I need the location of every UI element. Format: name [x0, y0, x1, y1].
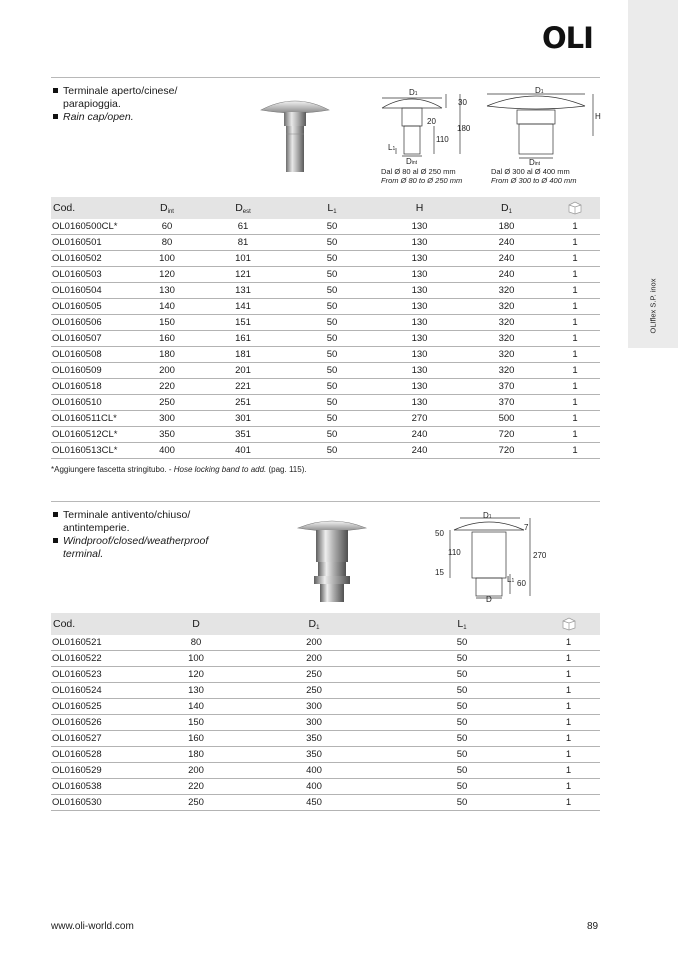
- package-icon: [567, 201, 583, 215]
- section1-text-en: Rain cap/open.: [63, 111, 134, 123]
- section1-bullet-en: [53, 111, 193, 124]
- table-cell: 401: [198, 443, 288, 459]
- table-cell: 720: [463, 427, 550, 443]
- table-cell: 120: [151, 667, 241, 683]
- table-row: [51, 395, 600, 411]
- table-cell: 720: [463, 443, 550, 459]
- bullet-square-icon: [53, 538, 58, 543]
- header-l1: $L_1$: [387, 613, 537, 635]
- table-cell: 50: [288, 347, 376, 363]
- table-row: [51, 283, 600, 299]
- section2-text-it: Terminale antivento/chiuso/ antintemperie.: [63, 509, 191, 534]
- table-cell: 50: [288, 443, 376, 459]
- table-cell: 250: [136, 395, 198, 411]
- table-cell: 320: [463, 315, 550, 331]
- table-cell: 1: [550, 411, 600, 427]
- product-code-cell: OL0160526: [51, 715, 151, 731]
- table-row: [51, 699, 600, 715]
- table-cell: 50: [387, 731, 537, 747]
- table-cell: 161: [198, 331, 288, 347]
- section2-table-body: [51, 635, 600, 811]
- table-cell: 50: [288, 363, 376, 379]
- table-cell: 1: [550, 331, 600, 347]
- section1-table: [51, 197, 600, 459]
- svg-text:110: 110: [436, 135, 449, 144]
- table-cell: 1: [537, 779, 600, 795]
- section2-bullet-it: [53, 509, 223, 534]
- table-row: [51, 443, 600, 459]
- table-cell: 1: [550, 235, 600, 251]
- table-cell: 50: [288, 283, 376, 299]
- svg-text:H: H: [595, 112, 601, 121]
- footnote-en: Hose locking band to add.: [173, 465, 267, 474]
- table-cell: 400: [241, 779, 387, 795]
- table-cell: 131: [198, 283, 288, 299]
- table-cell: 400: [241, 763, 387, 779]
- table-cell: 50: [288, 331, 376, 347]
- svg-text:15: 15: [435, 568, 444, 577]
- table-cell: 130: [376, 267, 463, 283]
- product-code-cell: OL0160510: [51, 395, 136, 411]
- table-cell: 240: [463, 251, 550, 267]
- table-cell: 1: [550, 299, 600, 315]
- table-cell: 50: [288, 379, 376, 395]
- table-cell: 181: [198, 347, 288, 363]
- table-cell: 130: [376, 395, 463, 411]
- svg-text:180: 180: [457, 124, 471, 133]
- table-cell: 200: [151, 763, 241, 779]
- product-code-cell: OL0160504: [51, 283, 136, 299]
- table-cell: 350: [241, 731, 387, 747]
- table-cell: 220: [136, 379, 198, 395]
- table-cell: 150: [136, 315, 198, 331]
- header-package: [537, 613, 600, 635]
- product-code-cell: OL0160509: [51, 363, 136, 379]
- product-code-cell: OL0160525: [51, 699, 151, 715]
- bullet-square-icon: [53, 512, 58, 517]
- side-label: OLIflex S.P. inox: [648, 278, 658, 334]
- table-cell: 121: [198, 267, 288, 283]
- diagram-large-note: [491, 167, 576, 185]
- table-cell: 150: [151, 715, 241, 731]
- table-cell: 1: [537, 747, 600, 763]
- table-cell: 50: [387, 763, 537, 779]
- table-cell: 300: [136, 411, 198, 427]
- product-code-cell: OL0160538: [51, 779, 151, 795]
- open-cap-diagram-small: [376, 86, 476, 166]
- table-cell: 140: [136, 299, 198, 315]
- table-cell: 1: [537, 651, 600, 667]
- table-cell: 500: [463, 411, 550, 427]
- header-cod: Cod.: [51, 197, 136, 219]
- table-cell: 351: [198, 427, 288, 443]
- product-code-cell: OL0160518: [51, 379, 136, 395]
- svg-text:D1: D1: [409, 88, 418, 97]
- table-row: [51, 379, 600, 395]
- table-row: [51, 635, 600, 651]
- table-cell: 320: [463, 331, 550, 347]
- table-cell: 141: [198, 299, 288, 315]
- product-code-cell: OL0160503: [51, 267, 136, 283]
- table-row: [51, 667, 600, 683]
- product-code-cell: OL0160502: [51, 251, 136, 267]
- diagram-large-note-it: Dal Ø 300 al Ø 400 mm: [491, 167, 570, 176]
- table-cell: 350: [241, 747, 387, 763]
- table-cell: 180: [136, 347, 198, 363]
- table-row: [51, 779, 600, 795]
- table-cell: 50: [387, 667, 537, 683]
- table-cell: 1: [550, 283, 600, 299]
- table-cell: 1: [537, 667, 600, 683]
- product-code-cell: OL0160508: [51, 347, 136, 363]
- table-cell: 180: [151, 747, 241, 763]
- table-row: [51, 219, 600, 235]
- table-cell: 200: [241, 635, 387, 651]
- table-cell: 50: [288, 267, 376, 283]
- svg-text:110: 110: [448, 548, 461, 557]
- table-cell: 130: [376, 347, 463, 363]
- table-cell: 130: [376, 235, 463, 251]
- table-cell: 50: [288, 395, 376, 411]
- product-code-cell: OL0160513CL*: [51, 443, 136, 459]
- table-cell: 50: [387, 651, 537, 667]
- table-cell: 350: [136, 427, 198, 443]
- table-cell: 1: [550, 267, 600, 283]
- product-code-cell: OL0160506: [51, 315, 136, 331]
- header-dest: $D_{est}$: [198, 197, 288, 219]
- table-cell: 1: [537, 635, 600, 651]
- svg-text:L1: L1: [507, 575, 515, 584]
- table-row: [51, 747, 600, 763]
- table-cell: 300: [241, 699, 387, 715]
- header-d1: $D_1$: [463, 197, 550, 219]
- windproof-cap-diagram: [432, 508, 552, 604]
- svg-text:20: 20: [427, 117, 436, 126]
- product-code-cell: OL0160501: [51, 235, 136, 251]
- product-code-cell: OL0160528: [51, 747, 151, 763]
- table-cell: 1: [550, 427, 600, 443]
- table-cell: 130: [376, 299, 463, 315]
- open-rain-cap-image: [258, 94, 332, 174]
- table-cell: 300: [241, 715, 387, 731]
- table-cell: 200: [241, 651, 387, 667]
- section1-bullet-it: [53, 85, 193, 110]
- table-row: [51, 347, 600, 363]
- product-code-cell: OL0160521: [51, 635, 151, 651]
- table-cell: 270: [376, 411, 463, 427]
- table-cell: 250: [151, 795, 241, 811]
- table-cell: 1: [550, 251, 600, 267]
- section2-bullet-en: [53, 535, 223, 560]
- table-cell: 1: [537, 731, 600, 747]
- product-code-cell: OL0160527: [51, 731, 151, 747]
- bullet-square-icon: [53, 88, 58, 93]
- table-cell: 50: [288, 315, 376, 331]
- svg-text:7: 7: [524, 523, 529, 532]
- table-header-row: [51, 197, 600, 219]
- table-cell: 240: [463, 267, 550, 283]
- table-cell: 320: [463, 283, 550, 299]
- page-number: 89: [587, 921, 599, 932]
- table-cell: 1: [550, 395, 600, 411]
- table-row: [51, 267, 600, 283]
- oli-logo: OLI: [542, 21, 593, 55]
- table-cell: 240: [376, 443, 463, 459]
- header-cod: Cod.: [51, 613, 151, 635]
- table-cell: 140: [151, 699, 241, 715]
- table-cell: 200: [136, 363, 198, 379]
- table-cell: 160: [136, 331, 198, 347]
- svg-text:L1: L1: [388, 143, 396, 152]
- header-dint: $D_{int}$: [136, 197, 198, 219]
- table-row: [51, 363, 600, 379]
- footnote-it: *Aggiungere fascetta stringitubo.: [51, 465, 167, 474]
- header-package: [550, 197, 600, 219]
- svg-text:50: 50: [435, 529, 444, 538]
- table-cell: 81: [198, 235, 288, 251]
- table-cell: 130: [376, 331, 463, 347]
- table-cell: 50: [387, 635, 537, 651]
- section1-text-it: Terminale aperto/cinese/ parapioggia.: [63, 85, 178, 110]
- product-code-cell: OL0160511CL*: [51, 411, 136, 427]
- footer-website: www.oli-world.com: [51, 921, 134, 932]
- open-cap-diagram-large: [485, 86, 600, 166]
- product-code-cell: OL0160524: [51, 683, 151, 699]
- diagram-small-note-en: From Ø 80 to Ø 250 mm: [381, 176, 463, 185]
- product-code-cell: OL0160507: [51, 331, 136, 347]
- section1-description: [53, 85, 193, 125]
- table-cell: 250: [241, 667, 387, 683]
- section2-table: [51, 613, 600, 811]
- section1-table-body: [51, 219, 600, 459]
- table-cell: 130: [376, 283, 463, 299]
- table-header-row: [51, 613, 600, 635]
- table-cell: 251: [198, 395, 288, 411]
- table-cell: 50: [288, 299, 376, 315]
- table-row: [51, 715, 600, 731]
- product-code-cell: OL0160523: [51, 667, 151, 683]
- table-cell: 50: [288, 251, 376, 267]
- footnote-ref: (pag. 115).: [266, 465, 307, 474]
- table-cell: 1: [537, 795, 600, 811]
- svg-text:Dint: Dint: [529, 158, 541, 167]
- table-cell: 120: [136, 267, 198, 283]
- table-cell: 130: [136, 283, 198, 299]
- table-cell: 221: [198, 379, 288, 395]
- svg-text:D: D: [486, 595, 492, 604]
- table-cell: 50: [387, 683, 537, 699]
- table-cell: 160: [151, 731, 241, 747]
- table-row: [51, 651, 600, 667]
- product-code-cell: OL0160500CL*: [51, 219, 136, 235]
- table-cell: 130: [376, 251, 463, 267]
- package-icon: [561, 617, 577, 631]
- product-code-cell: OL0160505: [51, 299, 136, 315]
- table-row: [51, 427, 600, 443]
- table-row: [51, 315, 600, 331]
- table-cell: 240: [463, 235, 550, 251]
- table-cell: 100: [136, 251, 198, 267]
- header-h: H: [376, 197, 463, 219]
- table-cell: 1: [537, 763, 600, 779]
- table-cell: 320: [463, 347, 550, 363]
- table-cell: 50: [288, 411, 376, 427]
- svg-text:Dint: Dint: [406, 157, 418, 166]
- table-cell: 1: [537, 683, 600, 699]
- table-cell: 50: [387, 715, 537, 731]
- table-cell: 180: [463, 219, 550, 235]
- table-cell: 301: [198, 411, 288, 427]
- section2-text-en: Windproof/closed/weatherproof terminal.: [63, 535, 209, 560]
- table-cell: 130: [376, 219, 463, 235]
- table-cell: 130: [376, 379, 463, 395]
- header-d: D: [151, 613, 241, 635]
- table-cell: 60: [136, 219, 198, 235]
- table-cell: 61: [198, 219, 288, 235]
- table-cell: 250: [241, 683, 387, 699]
- diagram-large-note-en: From Ø 300 to Ø 400 mm: [491, 176, 577, 185]
- table-cell: 130: [376, 315, 463, 331]
- table-cell: 1: [550, 443, 600, 459]
- svg-text:30: 30: [458, 98, 467, 107]
- table-cell: 50: [288, 235, 376, 251]
- windproof-cap-image: [294, 516, 370, 604]
- table-row: [51, 683, 600, 699]
- table-row: [51, 763, 600, 779]
- table-cell: 151: [198, 315, 288, 331]
- table-row: [51, 731, 600, 747]
- table-cell: 100: [151, 651, 241, 667]
- product-code-cell: OL0160529: [51, 763, 151, 779]
- product-code-cell: OL0160522: [51, 651, 151, 667]
- table-cell: 101: [198, 251, 288, 267]
- table-cell: 1: [537, 699, 600, 715]
- table-cell: 50: [288, 219, 376, 235]
- table-cell: 320: [463, 299, 550, 315]
- table-cell: 450: [241, 795, 387, 811]
- table-cell: 1: [550, 379, 600, 395]
- table-cell: 130: [376, 363, 463, 379]
- table-cell: 370: [463, 395, 550, 411]
- header-d1: $D_1$: [241, 613, 387, 635]
- diagram-small-note: [381, 167, 462, 185]
- table-cell: 320: [463, 363, 550, 379]
- section1-top-rule: [51, 77, 600, 78]
- table-row: [51, 235, 600, 251]
- table-cell: 1: [550, 219, 600, 235]
- table-row: [51, 795, 600, 811]
- diagram-small-note-it: Dal Ø 80 al Ø 250 mm: [381, 167, 456, 176]
- product-code-cell: OL0160512CL*: [51, 427, 136, 443]
- table-cell: 50: [387, 795, 537, 811]
- table-cell: 50: [288, 427, 376, 443]
- table-cell: 80: [136, 235, 198, 251]
- table-cell: 400: [136, 443, 198, 459]
- table-cell: 50: [387, 779, 537, 795]
- table-cell: 220: [151, 779, 241, 795]
- footnote-separator: -: [166, 465, 174, 474]
- table-cell: 370: [463, 379, 550, 395]
- svg-text:D1: D1: [535, 86, 544, 95]
- table-row: [51, 411, 600, 427]
- svg-text:60: 60: [517, 579, 526, 588]
- table-cell: 240: [376, 427, 463, 443]
- table-cell: 1: [550, 363, 600, 379]
- header-l1: $L_1$: [288, 197, 376, 219]
- table-cell: 130: [151, 683, 241, 699]
- table-cell: 50: [387, 699, 537, 715]
- table-row: [51, 299, 600, 315]
- section2-description: [53, 509, 223, 561]
- section2-top-rule: [51, 501, 600, 502]
- svg-text:D1: D1: [483, 511, 492, 520]
- table-row: [51, 251, 600, 267]
- table-cell: 80: [151, 635, 241, 651]
- svg-text:270: 270: [533, 551, 547, 560]
- table-cell: 1: [537, 715, 600, 731]
- section1-footnote: [51, 465, 307, 474]
- table-cell: 1: [550, 315, 600, 331]
- bullet-square-icon: [53, 114, 58, 119]
- table-cell: 201: [198, 363, 288, 379]
- table-row: [51, 331, 600, 347]
- product-code-cell: OL0160530: [51, 795, 151, 811]
- table-cell: 50: [387, 747, 537, 763]
- table-cell: 1: [550, 347, 600, 363]
